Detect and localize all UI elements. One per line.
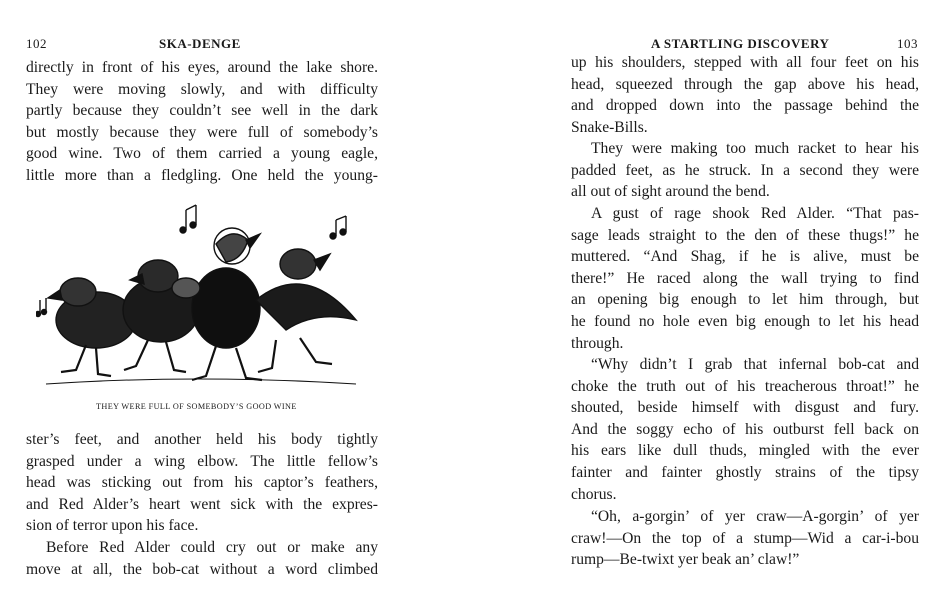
left-paragraph-3 <box>26 537 378 580</box>
text-line: through. <box>571 334 624 352</box>
right-paragraph-4 <box>571 354 919 505</box>
text-line: there!” He raced along the wall trying to find <box>571 269 919 287</box>
text-line: his ears like dull thuds, mingled with the ever <box>571 442 919 460</box>
text-line: “Oh, a-gorgin’ of yer craw—A-gorgin’ of yer <box>591 508 919 525</box>
right-page <box>472 0 945 601</box>
left-page <box>0 0 472 601</box>
text-line: chorus. <box>571 485 617 503</box>
text-line: Before Red Alder could cry out or make any <box>46 539 378 556</box>
drunken-eagles-illustration <box>36 190 366 398</box>
text-line: They were making too much racket to hear his <box>591 140 919 157</box>
text-line: partly because they couldn’t see well in the dark <box>26 102 378 120</box>
text-line: and Red Alder’s heart went sick with the expres- <box>26 495 378 513</box>
text-line: sage leads straight to the den of these thugs!” he <box>571 226 919 244</box>
text-line: rump—Be-twixt yer beak an’ claw!” <box>571 551 800 569</box>
right-paragraph-3 <box>571 203 919 354</box>
right-paragraph-1 <box>571 52 919 138</box>
text-line: And the soggy echo of his outburst fell back on <box>571 420 919 438</box>
text-line: and dropped down into the passage behind the <box>571 97 919 115</box>
text-line: choke the truth out of his treacherous throat!” he <box>571 377 919 395</box>
left-running-head: SKA-DENGE <box>159 36 241 51</box>
text-line: head, squeezed through the gap above his head, <box>571 75 919 93</box>
text-line: fainter and fainter ghostly strains of the tipsy <box>571 463 919 481</box>
text-line: directly in front of his eyes, around the lake shore. <box>26 59 378 76</box>
left-paragraph-2 <box>26 429 378 537</box>
text-line: good wine. Two of them carried a young eagle, <box>26 145 378 163</box>
text-line: move at all, the bob-cat without a word climbed <box>26 560 378 578</box>
left-paragraph-1 <box>26 57 378 187</box>
text-line: grasped under a wing elbow. The little fellow’s <box>26 452 378 470</box>
right-paragraph-5 <box>571 506 919 571</box>
text-line: head was sticking out from his captor’s feathers, <box>26 474 378 492</box>
text-line: ster’s feet, and another held his body tightly <box>26 431 378 448</box>
text-line: he found no hole even big enough to let his head <box>571 312 919 330</box>
text-line: “Why didn’t I grab that infernal bob-cat and <box>591 356 919 373</box>
right-running-head: A STARTLING DISCOVERY <box>651 36 830 51</box>
text-line: A gust of rage shook Red Alder. “That pas- <box>591 205 919 222</box>
text-line: craw!—On the top of a stump—Wid a car-i-bou <box>571 529 919 547</box>
text-line: but mostly because they were full of somebody’s <box>26 123 378 141</box>
text-line: an opening big enough to let him through, but <box>571 291 919 309</box>
text-line: sion of terror upon his face. <box>26 517 199 535</box>
text-line: up his shoulders, stepped with all four feet on his <box>571 54 919 71</box>
illustration-caption: THEY WERE FULL OF SOMEBODY’S GOOD WINE <box>96 402 297 411</box>
text-line: all out of sight around the bend. <box>571 183 770 201</box>
right-page-number: 103 <box>897 36 918 51</box>
right-paragraph-2 <box>571 138 919 203</box>
text-line: shouted, beside himself with disgust and fury. <box>571 399 919 417</box>
text-line: little more than a fledgling. One held the young- <box>26 166 378 184</box>
left-page-number: 102 <box>26 36 47 51</box>
text-line: muttered. “And Shag, if he is alive, must be <box>571 248 919 266</box>
text-line: They were moving slowly, and with difficulty <box>26 80 378 98</box>
text-line: Snake-Bills. <box>571 118 648 136</box>
text-line: padded feet, as he struck. In a second they were <box>571 161 919 179</box>
